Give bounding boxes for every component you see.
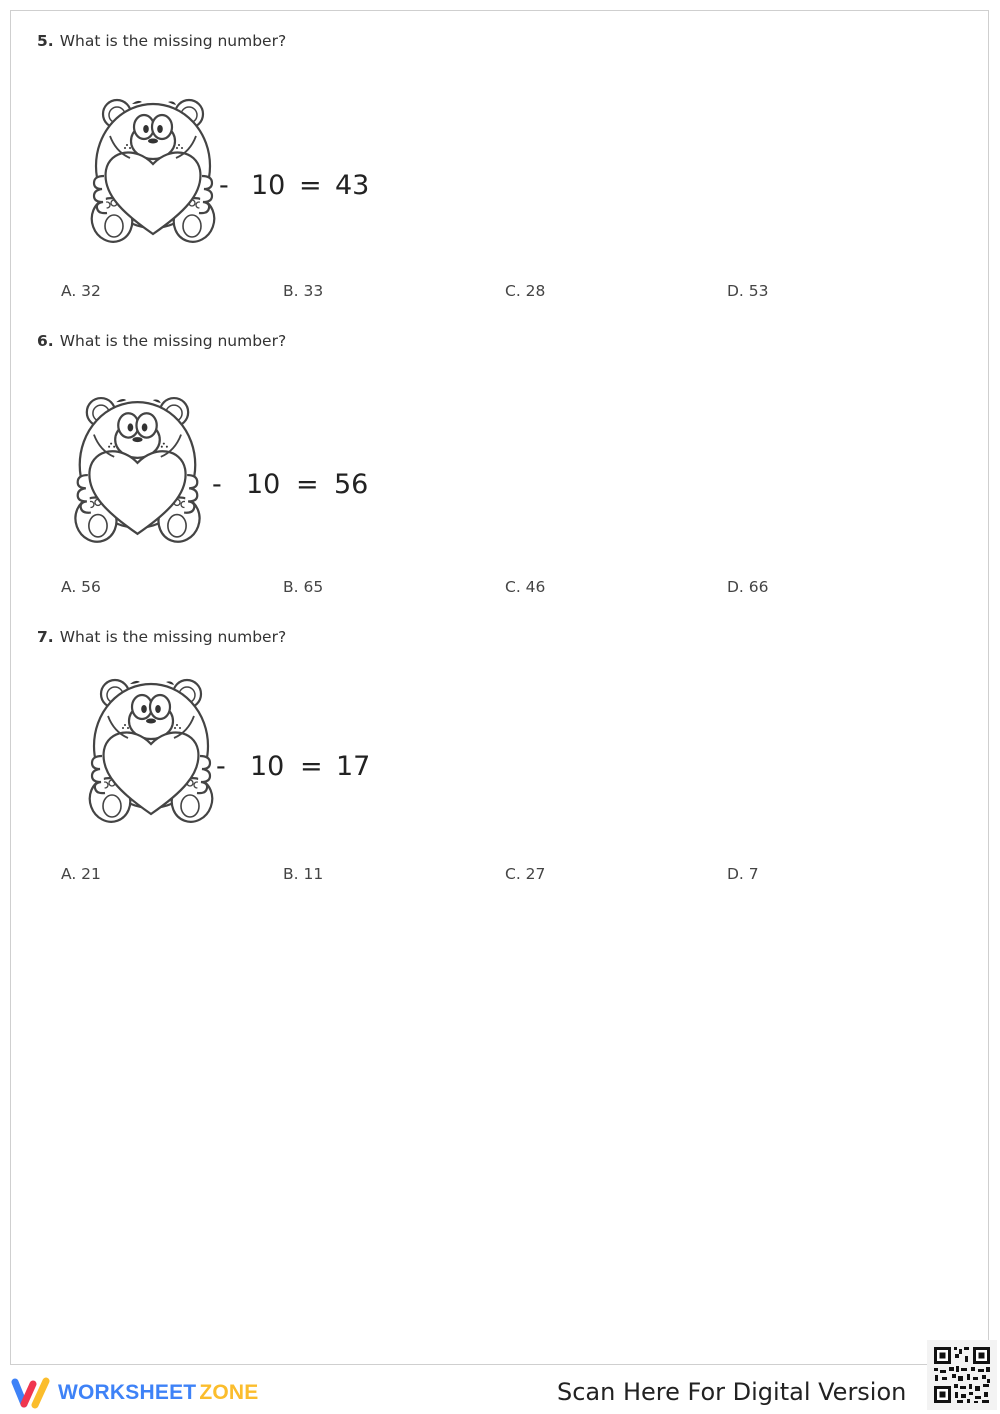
- option-b[interactable]: B. 33: [283, 282, 324, 300]
- qr-code-icon[interactable]: [927, 1340, 997, 1410]
- equation-equals: =: [300, 751, 323, 782]
- equation-result: 56: [334, 469, 369, 500]
- worksheet-zone-logo-icon: [10, 1376, 52, 1410]
- option-d[interactable]: D. 66: [727, 578, 769, 596]
- question-prompt: [37, 628, 286, 646]
- equation: [212, 469, 368, 500]
- teddy-bear-holding-heart-icon: [82, 676, 222, 826]
- equation-equals: =: [299, 170, 322, 201]
- brand-secondary: ZONE: [199, 1381, 259, 1404]
- teddy-bear-holding-heart-icon: [84, 96, 224, 246]
- question-prompt: [37, 32, 286, 50]
- option-b[interactable]: B. 11: [283, 865, 324, 883]
- option-d[interactable]: D. 7: [727, 865, 759, 883]
- question-text: What is the missing number?: [59, 332, 287, 350]
- equation: [219, 170, 369, 201]
- question-number: 6.: [37, 332, 54, 350]
- question-prompt: [37, 332, 286, 350]
- option-a[interactable]: A. 21: [61, 865, 101, 883]
- answer-options: [61, 578, 821, 598]
- option-a[interactable]: A. 56: [61, 578, 101, 596]
- question-6: [37, 332, 286, 350]
- question-number: 7.: [37, 628, 54, 646]
- option-c[interactable]: C. 27: [505, 865, 546, 883]
- question-7: [37, 628, 286, 646]
- equation-operand: 10: [251, 170, 286, 201]
- equation-result: 17: [336, 751, 371, 782]
- question-number: 5.: [37, 32, 54, 50]
- equation-operator: -: [219, 170, 229, 201]
- answer-options: [61, 282, 821, 302]
- question-5: [37, 32, 286, 50]
- question-text: What is the missing number?: [59, 32, 287, 50]
- option-a[interactable]: A. 32: [61, 282, 101, 300]
- equation: [216, 751, 370, 782]
- equation-result: 43: [335, 170, 370, 201]
- equation-equals: =: [296, 469, 319, 500]
- brand-primary: WORKSHEET: [58, 1381, 197, 1404]
- equation-operator: -: [216, 751, 226, 782]
- equation-operator: -: [212, 469, 222, 500]
- option-b[interactable]: B. 65: [283, 578, 324, 596]
- teddy-bear-holding-heart-icon: [66, 394, 211, 546]
- worksheet-zone-logo[interactable]: [10, 1375, 258, 1411]
- question-text: What is the missing number?: [59, 628, 287, 646]
- option-d[interactable]: D. 53: [727, 282, 769, 300]
- option-c[interactable]: C. 46: [505, 578, 546, 596]
- equation-operand: 10: [250, 751, 285, 782]
- answer-options: [61, 865, 821, 885]
- option-c[interactable]: C. 28: [505, 282, 546, 300]
- equation-operand: 10: [246, 469, 281, 500]
- brand-name: [58, 1381, 258, 1405]
- scan-instruction: Scan Here For Digital Version: [557, 1378, 907, 1406]
